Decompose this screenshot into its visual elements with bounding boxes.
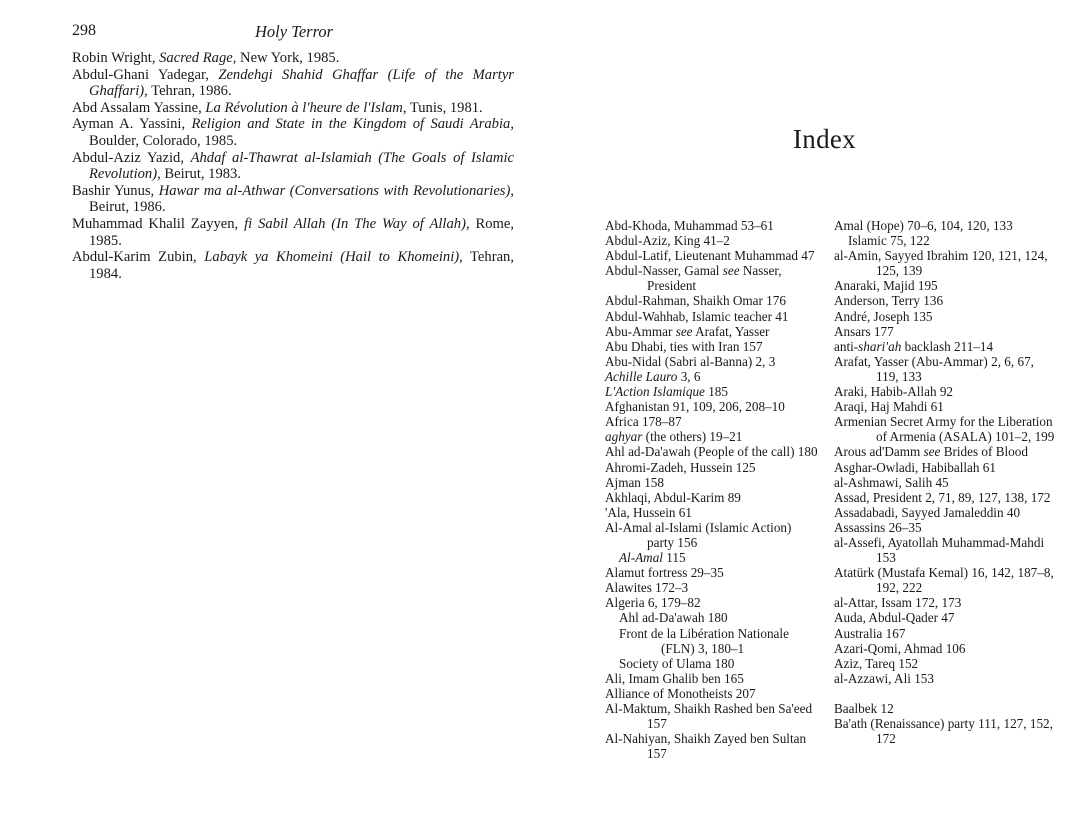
bib-author: Abdul-Ghani Yadegar, [72, 66, 219, 83]
index-text: al-Amin, Sayyed Ibrahim 120, 121, 124, 125, 139 [834, 248, 1048, 279]
index-entry [605, 671, 821, 686]
index-text: Alawites 172–3 [605, 580, 689, 596]
bib-publication: , Rome, 1985. [89, 215, 514, 249]
index-entry [605, 293, 821, 308]
index-text: 3, 6 [677, 368, 701, 384]
index-entry [605, 309, 821, 324]
index-subentry [605, 610, 821, 625]
index-subentry [605, 626, 821, 656]
index-italic-text: Al-Amal [619, 550, 663, 566]
index-entry [605, 460, 821, 475]
index-entry [834, 218, 1056, 233]
index-text: Brides of Blood [940, 444, 1028, 460]
index-text: Assadabadi, Sayyed Jamaleddin 40 [834, 504, 1021, 520]
bib-publication: , Tunis, 1981. [402, 99, 483, 116]
bib-publication: , Tehran, 1986. [144, 83, 232, 100]
index-text: Assassins 26–35 [834, 519, 922, 535]
index-entry [605, 339, 821, 354]
index-entry [834, 324, 1056, 339]
index-text: Society of Ulama 180 [619, 655, 735, 671]
index-entry [605, 565, 821, 580]
index-heading: Index [793, 124, 856, 154]
index-text: Arous ad'Damm [834, 444, 924, 460]
index-text: Ahl ad-Da'awah 180 [619, 610, 728, 626]
index-subentry [605, 656, 821, 671]
index-text: Al-Nahiyan, Shaikh Zayed ben Sultan 157 [605, 731, 807, 762]
index-entry [834, 716, 1056, 746]
index-text: André, Joseph 135 [834, 308, 933, 324]
bibliography-list [72, 50, 514, 282]
index-entry [834, 610, 1056, 625]
index-entry [605, 701, 821, 731]
index-entry [834, 460, 1056, 475]
index-entry [834, 293, 1056, 308]
index-text: Abu-Ammar [605, 323, 676, 339]
index-entry [605, 218, 821, 233]
index-text: Ahl ad-Da'awah (People of the call) 180 [605, 444, 818, 460]
index-text: al-Azzawi, Ali 153 [834, 670, 934, 686]
index-entry [834, 444, 1056, 459]
bib-publication: , Beirut, 1986. [89, 182, 515, 216]
index-text: Auda, Abdul-Qader 47 [834, 610, 955, 626]
index-text: Azari-Qomi, Ahmad 106 [834, 640, 966, 656]
running-title: Holy Terror [255, 22, 334, 41]
bib-title: fi Sabil Allah (In The Way of Allah) [244, 215, 466, 232]
bibliography-entry [72, 183, 514, 216]
index-entry [834, 309, 1056, 324]
index-text: Alliance of Monotheists 207 [605, 685, 756, 701]
index-text: al-Attar, Issam 172, 173 [834, 595, 962, 611]
index-italic-text: L'Action Islamique [605, 384, 705, 400]
bibliography-entry [72, 249, 514, 282]
index-text: Abdul-Aziz, King 41–2 [605, 233, 730, 249]
index-entry [834, 505, 1056, 520]
index-subentry [605, 550, 821, 565]
index-text: Africa 178–87 [605, 414, 682, 430]
index-text: Alamut fortress 29–35 [605, 565, 724, 581]
index-entry [605, 369, 821, 384]
bibliography-entry [72, 100, 514, 117]
index-text: Aziz, Tareq 152 [834, 655, 919, 671]
bibliography-entry [72, 67, 514, 100]
index-italic-text: see [722, 263, 740, 279]
index-text: (the others) 19–21 [642, 429, 743, 445]
index-text: Arafat, Yasser (Abu-Ammar) 2, 6, 67, 119, 133 [834, 353, 1034, 384]
index-text: Abdul-Nasser, Gamal [605, 263, 723, 279]
bib-title: Zendehgi Shahid Ghaffar (Life of the Martyr Ghaffari) [89, 66, 514, 100]
index-entry [605, 444, 821, 459]
index-text: Araki, Habib-Allah 92 [834, 384, 954, 400]
index-text: Anderson, Terry 136 [834, 293, 944, 309]
page-number: 298 [72, 22, 96, 39]
bib-title: Hawar ma al-Athwar (Conversations with Revolutionaries) [158, 182, 511, 199]
index-text: Algeria 6, 179–82 [605, 595, 701, 611]
index-text: al-Ashmawi, Salih 45 [834, 474, 949, 490]
bib-publication: , Tehran, 1984. [89, 249, 514, 282]
index-text: Australia 167 [834, 625, 906, 641]
right-page [546, 0, 1092, 829]
index-text: anti- [834, 338, 859, 354]
index-italic-text: see [675, 323, 693, 339]
index-entry [834, 384, 1056, 399]
bib-publication: , New York, 1985. [232, 50, 340, 66]
index-text: Armenian Secret Army for the Liberation of Armenia (ASALA) 101–2, 199 [834, 414, 1055, 445]
index-text: Amal (Hope) 70–6, 104, 120, 133 [834, 218, 1013, 233]
index-entry [834, 475, 1056, 490]
index-entry [834, 414, 1056, 444]
index-entry [605, 580, 821, 595]
index-entry [834, 248, 1056, 278]
index-entry [834, 641, 1056, 656]
index-entry [605, 731, 821, 761]
page-header [72, 22, 532, 44]
index-text: Atatürk (Mustafa Kemal) 16, 142, 187–8, 192, 222 [834, 565, 1054, 596]
index-entry [605, 248, 821, 263]
bibliography-entry [72, 116, 514, 149]
index-text: al-Assefi, Ayatollah Muhammad-Mahdi 153 [834, 534, 1045, 566]
index-text: Ali, Imam Ghalib ben 165 [605, 670, 744, 686]
index-entry [605, 490, 821, 505]
index-text: Al-Maktum, Shaikh Rashed ben Sa'eed 157 [605, 701, 813, 732]
index-column-1 [605, 218, 821, 761]
index-text: Abdul-Rahman, Shaikh Omar 176 [605, 293, 786, 309]
bib-title: Labayk ya Khomeini (Hail to Khomeini) [204, 249, 460, 266]
index-text: Abd-Khoda, Muhammad 53–61 [605, 218, 774, 233]
index-text: Ahromi-Zadeh, Hussein 125 [605, 459, 756, 475]
index-entry [834, 399, 1056, 414]
index-text: Ba'ath (Renaissance) party 111, 127, 152, 172 [834, 716, 1053, 747]
index-entry [605, 324, 821, 339]
index-entry [834, 626, 1056, 641]
index-entry [605, 505, 821, 520]
index-entry [605, 354, 821, 369]
index-entry [605, 263, 821, 293]
index-text: 185 [704, 384, 728, 400]
index-text: Araqi, Haj Mahdi 61 [834, 399, 944, 415]
index-text: Ajman 158 [605, 474, 664, 490]
bib-author: Robin Wright, [72, 50, 160, 66]
index-text: Abdul-Latif, Lieutenant Muhammad 47 [605, 248, 815, 264]
index-text: Front de la Libération Nationale (FLN) 3, 180–1 [619, 625, 789, 656]
index-entry [605, 475, 821, 490]
index-entry [605, 429, 821, 444]
index-column-2 [834, 218, 1056, 746]
index-text: Assad, President 2, 71, 89, 127, 138, 172 [834, 489, 1051, 505]
bib-title: Sacred Rage [159, 50, 233, 66]
index-entry [605, 520, 821, 550]
index-entry [834, 354, 1056, 384]
index-entry [834, 520, 1056, 535]
index-entry [834, 701, 1056, 716]
bibliography-entry [72, 50, 514, 67]
index-text: 'Ala, Hussein 61 [605, 504, 692, 520]
bib-author: Ayman A. Yassini, [72, 116, 192, 133]
bib-author: Abdul-Karim Zubin, [72, 249, 205, 266]
index-text: backlash 211–14 [901, 338, 994, 354]
index-italic-text: shari'ah [858, 338, 902, 354]
index-text: Anaraki, Majid 195 [834, 278, 938, 294]
index-text: Afghanistan 91, 109, 206, 208–10 [605, 399, 785, 415]
index-entry [834, 595, 1056, 610]
index-text: Al-Amal al-Islami (Islamic Action) party 156 [605, 519, 792, 550]
index-entry [605, 686, 821, 701]
index-entry [834, 535, 1056, 565]
index-text: Abdul-Wahhab, Islamic teacher 41 [605, 308, 789, 324]
index-entry [834, 339, 1056, 354]
index-text: Nasser, President [647, 263, 782, 294]
bib-title: La Révolution à l'heure de l'Islam [205, 99, 403, 116]
index-text: Asghar-Owladi, Habiballah 61 [834, 459, 996, 475]
index-text: 115 [662, 550, 686, 566]
index-subentry [834, 233, 1056, 248]
bib-author: Bashir Yunus, [72, 182, 159, 199]
index-entry [605, 233, 821, 248]
bib-publication: , Beirut, 1983. [157, 166, 242, 183]
index-entry [605, 595, 821, 610]
bib-author: Abdul-Aziz Yazid, [72, 149, 191, 166]
index-text: Akhlaqi, Abdul-Karim 89 [605, 489, 741, 505]
index-text: Baalbek 12 [834, 700, 894, 716]
index-entry [834, 656, 1056, 671]
index-text: Ansars 177 [834, 323, 894, 339]
index-entry [605, 399, 821, 414]
index-text: Abu Dhabi, ties with Iran 157 [605, 338, 763, 354]
bib-publication: , Boulder, Colorado, 1985. [89, 116, 514, 149]
index-entry [834, 278, 1056, 293]
bib-author: Muhammad Khalil Zayyen, [72, 215, 245, 232]
index-entry [834, 565, 1056, 595]
index-italic-text: Achille Lauro [605, 368, 678, 384]
index-text: Islamic 75, 122 [848, 233, 930, 249]
bib-title: Ahdaf al-Thawrat al-Islamiah (The Goals of Islamic Revolution) [89, 149, 514, 183]
index-italic-text: see [923, 444, 941, 460]
bibliography-entry [72, 150, 514, 183]
index-text: Abu-Nidal (Sabri al-Banna) 2, 3 [605, 353, 776, 369]
bibliography-entry [72, 216, 514, 249]
index-entry [834, 671, 1056, 686]
index-entry [834, 490, 1056, 505]
index-italic-text: aghyar [605, 429, 643, 445]
index-entry [605, 414, 821, 429]
index-text: Arafat, Yasser [692, 323, 770, 339]
bib-title: Religion and State in the Kingdom of Saudi Arabia [191, 116, 511, 133]
bib-author: Abd Assalam Yassine, [72, 99, 206, 116]
index-entry [605, 384, 821, 399]
